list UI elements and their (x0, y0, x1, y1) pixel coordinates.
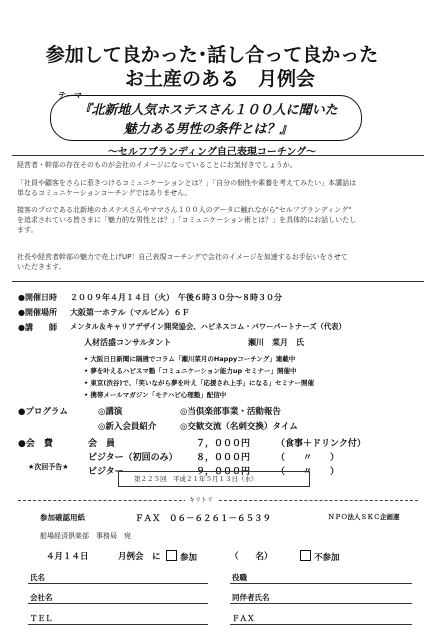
form-date: ４月１４日 (46, 552, 89, 562)
name-field-label: 氏名 (30, 573, 45, 582)
fee-amount: ８，０００円 (196, 453, 251, 463)
attendee-count[interactable]: （ 名） (230, 552, 273, 562)
next-value: 第２２５回 平成２１年５月１３日（水） (134, 475, 258, 483)
program-item: ◎交歓交流（名刺交換）タイム (180, 422, 298, 432)
tel-field[interactable] (28, 624, 208, 625)
fee-note: （ 〃 ） (276, 467, 340, 477)
absent-option[interactable]: 不参加 (300, 550, 339, 563)
attend-option[interactable]: 参加 (166, 550, 197, 563)
cut-line (18, 500, 418, 501)
theme-label: テーマ (58, 91, 82, 100)
lecturer-title: 人材活盛コンサルタント (84, 338, 172, 347)
intro-line: 社長や経営者幹部の魅力で売上げUP！自己表現コーチングで会社のイメージを加速するお手伝いをさせて (17, 253, 348, 261)
form-title: 参加確認用紙 (40, 513, 85, 522)
intro-line: 単なるコミュニケーションコーチングではありません。 (17, 189, 192, 197)
form-office: 船場経済倶楽部 事務局 宛 (40, 532, 131, 540)
company-field-label: 会社名 (30, 593, 53, 602)
profile-item: • 大阪日日新聞に隔週でコラム「瀬川菜月のHappyコーチング」連載中 (84, 355, 296, 363)
title-line-1: 参加して良かった･話し合って良かった (45, 44, 379, 66)
program-item: ◎新入会員紹介 (98, 422, 157, 432)
cut-label: キリトリ (185, 495, 217, 504)
companion-field-label: 同伴者氏名 (232, 593, 270, 602)
date-value: ２００９年４月１４日（火） 午後６時３０分～８時３０分 (70, 293, 282, 302)
intro-line: 経営者・幹部の存在そのものが会社のイメージになっていることにお気付きでしょうか。 (17, 161, 297, 169)
intro-line: を追求されている皆さまに「魅力的な男性とは？」「コミュニケーション術とは？」を具体的にお話しいたし (17, 216, 357, 224)
lecturer-org: メンタル＆キャリアデザイン開発協会、ハピネスコム・パワーパートナーズ（代表） (70, 322, 346, 331)
program-label: ●プログラム (18, 407, 68, 417)
fee-who: ビジター (88, 467, 124, 477)
profile-item: • 夢を叶えるハピスマ塾「コミュニケーション能力up セミナー」開催中 (84, 367, 297, 375)
name-field[interactable] (28, 583, 208, 584)
intro-line: 「社員や顧客をさらに惹きつけるコミュニケーションとは？」「自分の個性や素養を考えてみたい」本講話は (17, 179, 357, 187)
intro-line: 接客のプロである北新地のホステスさんやママさん１００人のデータに触れながら"セルフブランディング" (17, 206, 352, 214)
theme-line-1: 『北新地人気ホステスさん１００人に聞いた (78, 103, 338, 118)
venue-value: 大阪第一ホテル（マルビル）６Ｆ (70, 308, 190, 317)
intro-line: ます。 (17, 226, 38, 234)
program-item: ◎講演 (98, 407, 123, 417)
subtitle: ～セルフブランディング自己表現コーチング～ (107, 147, 317, 158)
date-label: ●開催日時 (18, 293, 57, 302)
title-line-2: お土産のある 月例会 (124, 68, 315, 90)
position-field-label: 役職 (232, 573, 247, 582)
profile-item: • 東京(渋谷)で、「笑いながら夢を叶え「応援され上手」になる」セミナー開催 (84, 379, 314, 387)
tel-field-label: ＴＥＬ (30, 614, 53, 623)
fee-amount: ７，０００円 (196, 439, 251, 449)
fee-who: 会 員 (88, 439, 116, 449)
position-field[interactable] (230, 583, 412, 584)
fee-who: ビジター（初回のみ） (88, 453, 178, 463)
companion-field[interactable] (230, 603, 412, 604)
fax-field[interactable] (230, 624, 412, 625)
program-item: ◎当倶楽部事業・活動報告 (180, 407, 281, 417)
lecturer-label: ●講 師 (18, 323, 57, 332)
absent-checkbox[interactable] (300, 550, 311, 561)
company-field[interactable] (28, 603, 208, 604)
theme-line-2: 魅力ある男性の条件とは？』 (123, 122, 293, 137)
fee-label: ●会 費 (18, 439, 53, 449)
intro-line: いただきます。 (17, 263, 66, 271)
next-label: ★次回予告★ (28, 463, 69, 471)
fee-amount: ９，０００円 (196, 467, 251, 477)
venue-label: ●開催場所 (18, 308, 57, 317)
form-fax: ＦＡＸ ０６－６２６１－６５３９ (135, 514, 272, 524)
attend-checkbox[interactable] (166, 550, 177, 561)
fee-note: （食事＋ドリンク付） (276, 439, 366, 449)
form-org: ＮＰＯ法人ＳＫＣ企画運 (328, 513, 400, 521)
profile-item: • 携帯メールマガジン「モテハピ心理塾」配信中 (84, 391, 227, 399)
fee-note: （ 〃 ） (276, 453, 340, 463)
lecturer-name: 瀬川 菜月 氏 (248, 338, 304, 347)
fax-field-label: ＦＡＸ (232, 614, 255, 623)
form-meeting: 月例会 に (118, 552, 161, 562)
